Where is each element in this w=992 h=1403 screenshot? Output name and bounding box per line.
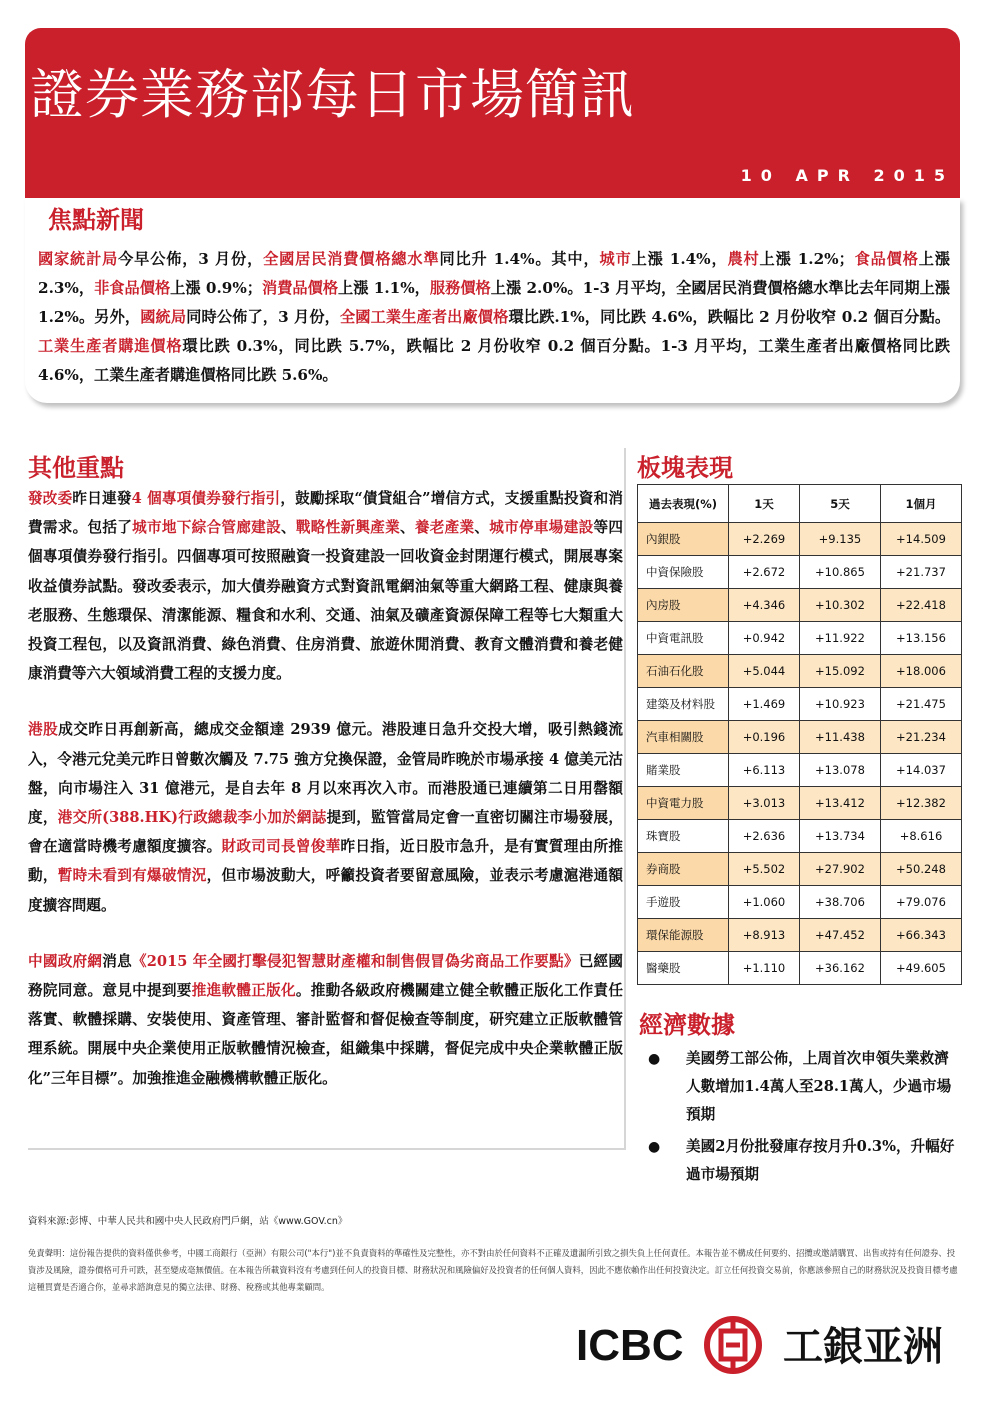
body-text: 、 <box>280 519 296 537</box>
sector-name: 醫藥股 <box>638 952 729 985</box>
value-1m: +21.475 <box>880 688 961 721</box>
body-text: 上漲 1.1%， <box>338 279 430 297</box>
sector-name: 券商股 <box>638 853 729 886</box>
body-text: ，鼓勵採取“債貸組合”增信方式，支援重點投資和消費需求。包括了 <box>28 490 623 537</box>
value-1m: +21.234 <box>880 721 961 754</box>
bullet-icon: ● <box>648 1051 661 1067</box>
value-1m: +12.382 <box>880 787 961 820</box>
icbc-logo <box>576 1310 966 1380</box>
body-text: 已經國務院同意。意見中提到要 <box>28 952 623 1000</box>
table-row <box>638 853 962 886</box>
value-1m: +49.605 <box>880 952 961 985</box>
body-text: 上漲 0.9%； <box>170 279 262 297</box>
table-row <box>638 952 962 985</box>
body-text: 上漲 1.2%； <box>759 250 854 268</box>
highlight-text: 全國居民消費價格總水準 <box>263 250 440 268</box>
economy-item-text: 美國2月份批發庫存按月升0.3%，升幅好過市場預期 <box>686 1138 955 1183</box>
body-text: 上漲 2.0%。1-3 月平均，全國居民消費價格總水準比去年同期上漲 1.2%。另外， <box>38 279 950 326</box>
highlight-text: 農村 <box>727 250 760 268</box>
body-text: 環比跌.1%，同比跌 4.6%，跌幅比 2 月份收窄 0.2 個百分點。 <box>508 308 951 326</box>
value-1d: +4.346 <box>729 589 800 622</box>
value-1m: +66.343 <box>880 919 961 952</box>
value-1d: +2.636 <box>729 820 800 853</box>
body-text: 同比升 1.4%。其中， <box>439 250 600 268</box>
highlight-text: 港股 <box>28 721 59 739</box>
sector-name: 建築及材料股 <box>638 688 729 721</box>
highlight-text: 食品價格 <box>853 250 919 268</box>
header-1m: 1個月 <box>880 485 961 523</box>
table-row <box>638 721 962 754</box>
value-1d: +2.672 <box>729 556 800 589</box>
value-5d: +38.706 <box>799 886 880 919</box>
body-text: 。推動各級政府機關建立健全軟體正版化工作責任落實、軟體採購、安裝使用、資產管理、審計監督和督促檢查等制度，研究建立正版軟體管理系統。開展中央企業使用正版軟體情況檢查，組織集中採購，督促完成中央企業軟體正版化”三年目標”。加強推進金融機構軟體正版化。 <box>28 982 623 1087</box>
value-1m: +14.509 <box>880 523 961 556</box>
body-text: ，但市場波動大，呼籲投資者要留意風險，並表示考慮滬港通額度擴容問題。 <box>28 867 623 914</box>
source-note: 資料來源:彭博、中華人民共和國中央人民政府門戶網，站《www.GOV.cn》 <box>28 1216 348 1227</box>
highlight-text: 《2015 年全國打擊侵犯智慧財產權和制售假冒偽劣商品工作要點》 <box>131 952 579 970</box>
highlight-text: 城市 <box>599 250 632 268</box>
sector-title: 板塊表現 <box>637 454 733 482</box>
body-text: 等四個專項債券發行指引。四個專項可按照融資一投資建設一回收資金封閉運行模式，開展專案收益債券試點。發改委表示，加大債券融資方式對資訊電網油氣等重大網路工程、健康與養老服務、生態環保、清潔能源、糧食和水利、交通、油氣及礦產資源保障工程等七大類重大投資工程包，以及資訊消費、綠色消費、住房消費、旅遊休閒消費、教育文體消費和養老健康消費等六大領域消費工程的支援力度。 <box>28 519 623 683</box>
body-text: 昨日連發 <box>72 490 132 507</box>
highlight-text: 城市地下綜合管廊建設 <box>132 519 281 537</box>
header-period: 過去表現(%) <box>638 485 729 523</box>
column-divider <box>624 448 626 1148</box>
sector-name: 賭業股 <box>638 754 729 787</box>
value-1d: +1.110 <box>729 952 800 985</box>
value-5d: +11.438 <box>799 721 880 754</box>
body-text: 、 <box>474 519 490 537</box>
table-row <box>638 820 962 853</box>
body-text: 同時公佈了，3 月份， <box>186 308 340 326</box>
value-5d: +10.302 <box>799 589 880 622</box>
value-5d: +11.922 <box>799 622 880 655</box>
table-row <box>638 523 962 556</box>
highlight-text: 發改委 <box>28 490 73 507</box>
value-5d: +10.923 <box>799 688 880 721</box>
value-1m: +50.248 <box>880 853 961 886</box>
body-text: 今早公佈，3 月份， <box>118 250 264 268</box>
sector-name: 手遊股 <box>638 886 729 919</box>
highlight-text: 財政司司長曾俊華 <box>221 838 341 856</box>
value-1d: +2.269 <box>729 523 800 556</box>
sector-name: 環保能源股 <box>638 919 729 952</box>
value-1d: +3.013 <box>729 787 800 820</box>
report-date: 10 APR 2015 <box>740 166 954 185</box>
highlight-text: 消費品價格 <box>261 279 339 297</box>
value-5d: +15.092 <box>799 655 880 688</box>
value-5d: +13.734 <box>799 820 880 853</box>
body-text: 消息 <box>102 952 132 970</box>
highlight-text: 養老產業 <box>414 519 475 537</box>
highlight-text: 推進軟體正版化 <box>191 982 296 1000</box>
table-row <box>638 787 962 820</box>
page-title: 證券業務部每日市場簡訊 <box>30 63 635 126</box>
value-1m: +18.006 <box>880 655 961 688</box>
list-item <box>642 1133 960 1189</box>
disclaimer: 免責聲明：這份報告提供的資料僅供參考，中國工商銀行（亞洲）有限公司("本行")並不負責資料的準確性及完整性，亦不對由於任何資料不正確及遺漏所引致之損失負上任何責任。本報告並不構成任何要約、招攬或邀請購買、出售或持有任何證券、投資涉及風險，證券價格可升可跌，甚至變成毫無價值。在本報告所載資料沒有考慮到任何人的投資目標、財務狀況和風險偏好及投資者的任何個人資料，因此不應依賴作出任何投資決定。訂立任何投資交易前，你應該參照自己的財務狀況及投資目標考慮這種買賣是否適合你，並尋求諮詢意見的獨立法律、財務、稅務或其他專業顧問。 <box>28 1248 958 1292</box>
highlight-text: 港交所(388.HK)行政總裁李小加於網誌 <box>57 809 327 827</box>
economy-item-text: 美國勞工部公佈，上周首次申領失業救濟人數增加1.4萬人至28.1萬人，少過市場預期 <box>686 1050 952 1123</box>
value-1m: +21.737 <box>880 556 961 589</box>
value-1d: +1.469 <box>729 688 800 721</box>
highlight-text: 中國政府網 <box>28 952 103 970</box>
value-1d: +5.502 <box>729 853 800 886</box>
sector-name: 珠寶股 <box>638 820 729 853</box>
value-1d: +0.196 <box>729 721 800 754</box>
highlight-text: 全國工業生產者出廠價格 <box>339 308 509 326</box>
body-text: 環比跌 0.3%，同比跌 5.7%，跌幅比 2 月份收窄 0.2 個百分點。1-3 月平均，工業生產者出廠價格同比跌 4.6%，工業生產者購進價格同比跌 5.6%。 <box>38 337 950 384</box>
sector-name: 內房股 <box>638 589 729 622</box>
value-1d: +6.113 <box>729 754 800 787</box>
value-5d: +10.865 <box>799 556 880 589</box>
sector-name: 中資電力股 <box>638 787 729 820</box>
highlight-text: 國家統計局 <box>38 250 119 268</box>
sector-name: 石油石化股 <box>638 655 729 688</box>
economy-list <box>642 1045 960 1193</box>
sector-performance-table <box>637 484 962 985</box>
body-text: 上漲 1.4%， <box>631 250 728 268</box>
highlight-text: 戰略性新興產業 <box>295 519 400 537</box>
logo-text-en: ICBC <box>576 1321 684 1370</box>
highlights-title: 其他重點 <box>28 454 124 482</box>
header-5d: 5天 <box>799 485 880 523</box>
highlight-text: 服務價格 <box>429 279 491 297</box>
highlights-body <box>28 484 623 1144</box>
value-1d: +1.060 <box>729 886 800 919</box>
body-text: 、 <box>400 519 415 537</box>
table-row <box>638 655 962 688</box>
highlight-text: 工業生產者購進價格 <box>38 337 183 355</box>
value-1d: +0.942 <box>729 622 800 655</box>
value-1d: +8.913 <box>729 919 800 952</box>
value-5d: +13.078 <box>799 754 880 787</box>
bullet-icon: ● <box>648 1139 661 1155</box>
value-5d: +9.135 <box>799 523 880 556</box>
highlight-paragraph <box>28 484 623 688</box>
highlight-text: 非食品價格 <box>94 279 171 297</box>
body-text: 成交昨日再創新高，總成交金額達 2939 億元。港股連日急升交投大增，吸引熱錢流入，令港元兌美元昨日曾數次觸及 7.75 強方兌換保證，金管局昨晚於市場承接 4 億美元沽盤，向市場注入 31 億港元，是自去年 8 月以來再次入市。而港股通已連續第二日用罄額度， <box>28 721 623 827</box>
value-1m: +14.037 <box>880 754 961 787</box>
table-row <box>638 556 962 589</box>
column-bottom-divider <box>28 1148 626 1150</box>
value-5d: +13.412 <box>799 787 880 820</box>
highlight-paragraph <box>28 715 623 919</box>
table-row <box>638 886 962 919</box>
sector-name: 中資保險股 <box>638 556 729 589</box>
highlight-text: 城市停車場建設 <box>489 519 594 537</box>
value-1m: +22.418 <box>880 589 961 622</box>
header-1d: 1天 <box>729 485 800 523</box>
sector-name: 內銀股 <box>638 523 729 556</box>
body-text: 提到，監管當局定會一直密切關注市場發展，會在適當時機考慮額度擴容。 <box>28 809 623 856</box>
list-item <box>642 1045 960 1129</box>
value-5d: +36.162 <box>799 952 880 985</box>
table-row <box>638 754 962 787</box>
economy-title: 經濟數據 <box>639 1011 735 1039</box>
highlight-text: 暫時未看到有爆破情況 <box>57 867 207 885</box>
table-header-row <box>638 485 962 523</box>
body-text: 上漲 2.3%， <box>38 250 950 297</box>
value-5d: +27.902 <box>799 853 880 886</box>
value-1m: +13.156 <box>880 622 961 655</box>
focus-news-title: 焦點新聞 <box>48 206 144 234</box>
focus-news-body <box>38 245 950 390</box>
table-row <box>638 589 962 622</box>
value-1d: +5.044 <box>729 655 800 688</box>
body-text: 昨日指，近日股市急升，是有實質理由所推動， <box>28 838 623 885</box>
value-1m: +79.076 <box>880 886 961 919</box>
table-row <box>638 622 962 655</box>
table-row <box>638 688 962 721</box>
highlight-text: 4 個專項債券發行指引 <box>131 490 281 507</box>
table-row <box>638 919 962 952</box>
logo-text-zh: 工銀亚洲 <box>783 1324 943 1370</box>
highlight-text: 國統局 <box>140 308 187 326</box>
sector-name: 中資電訊股 <box>638 622 729 655</box>
icbc-emblem-icon <box>707 1319 759 1371</box>
highlight-paragraph <box>28 947 623 1093</box>
value-1m: +8.616 <box>880 820 961 853</box>
value-5d: +47.452 <box>799 919 880 952</box>
sector-name: 汽車相關股 <box>638 721 729 754</box>
